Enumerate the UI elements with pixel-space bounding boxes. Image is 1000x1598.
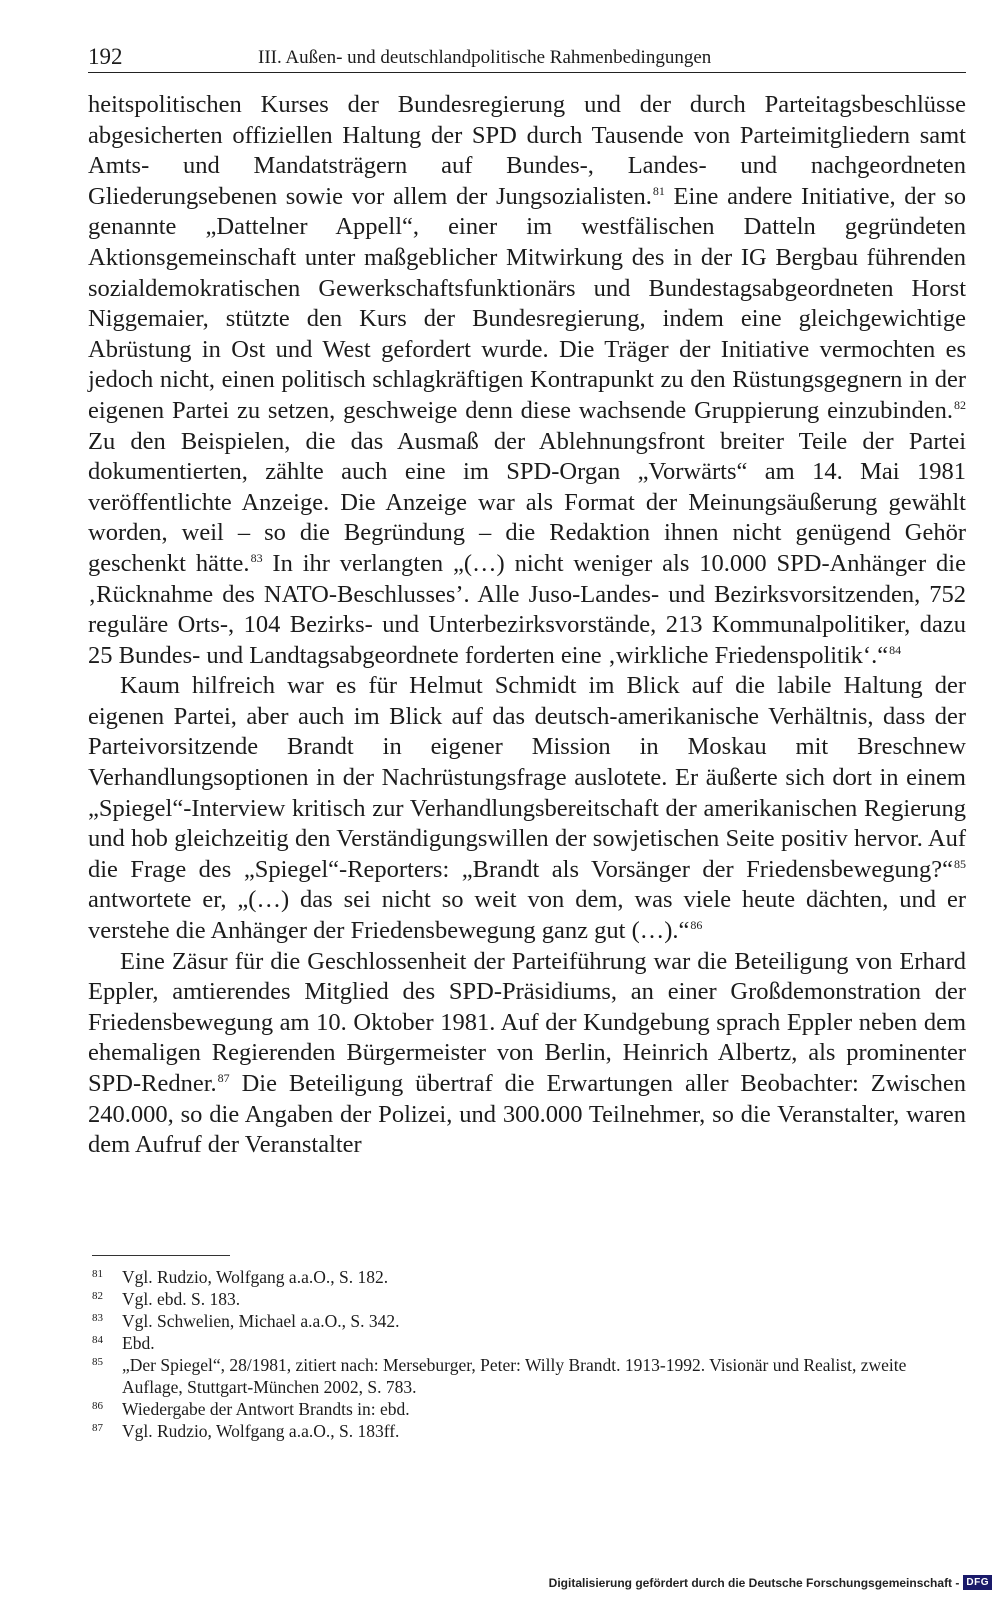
footnote-number: 85	[92, 1356, 103, 1368]
body-paragraph	[88, 671, 966, 946]
footnote-number: 83	[92, 1312, 103, 1324]
footnote-text: Vgl. ebd. S. 183.	[122, 1289, 241, 1309]
footnote-text: „Der Spiegel“, 28/1981, zitiert nach: Merseburger, Peter: Willy Brandt. 1913-1992. Visionär und Realist, zweite Auflage, Stuttgart-München 2002, S. 783.	[122, 1355, 907, 1397]
footnote-item	[92, 1288, 966, 1310]
footnote-reference[interactable]: 87	[217, 1071, 230, 1085]
footnote-number: 86	[92, 1400, 103, 1412]
text-segment: antwortete er, „(…) das sei nicht so weit von dem, was viele heute dächten, und er verstehe die Anhänger der Friedensbewegung ganz gut (…).“	[88, 886, 966, 945]
footnote-reference[interactable]: 81	[652, 183, 665, 198]
footnote-item	[92, 1332, 966, 1354]
text-segment: Zu den Beispielen, die das Ausmaß der Ablehnungsfront breiter Teile der Partei dokumentierten, zählte auch eine im SPD-Organ „Vorwärts“ am 14. Mai 1981 veröffentlichte Anzeige. Die Anzeige war als Format der Meinungsäußerung gewählt worden, weil – so die Begründung – die Redaktion ihnen nicht genügend Gehör geschenkt hätte.	[88, 427, 966, 577]
footnote-text: Vgl. Rudzio, Wolfgang a.a.O., S. 183ff.	[122, 1421, 400, 1441]
page-number: 192	[88, 44, 123, 69]
text-segment: Kaum hilfreich war es für Helmut Schmidt im Blick auf die labile Haltung der eigenen Partei, aber auch im Blick auf das deutsch-amerikanische Verhältnis, dass der Parteivorsitzende Brandt in eigener Mission in Moskau mit Breschnew Verhandlungsoptionen in der Nachrüstungsfrage auslotete. Er äußerte sich dort in einem „Spiegel“-Interview kritisch zur Verhandlungsbereitschaft der amerikanischen Regierung und hob gleichzeitig den Verständigungswillen der sowjetischen Seite positiv hervor. Auf die Frage des „Spiegel“-Reporters: „Brandt als Vorsänger der Friedensbewegung?“	[88, 672, 966, 883]
digitization-credit	[549, 1575, 992, 1590]
text-segment: Die Beteiligung übertraf die Erwartungen aller Beobachter: Zwischen 240.000, so die Angaben der Polizei, und 300.000 Teilnehmer, so die Veranstalter, waren dem Aufruf der Veranstalter	[88, 1070, 966, 1159]
footnote-number: 82	[92, 1290, 103, 1302]
text-segment: Eine Zäsur für die Geschlossenheit der Parteiführung war die Beteiligung von Erhard Eppler, amtierendes Mitglied des SPD-Präsidiums, an einer Großdemonstration der Friedensbewegung am 10. Oktober 1981. Auf der Kundgebung sprach Eppler neben dem ehemaligen Regierenden Bürgermeister von Berlin, Heinrich Albertz, als prominenter SPD-Redner.	[88, 947, 966, 1097]
footnote-item	[92, 1354, 966, 1398]
footnote-item	[92, 1420, 966, 1442]
footnote-text: Ebd.	[122, 1333, 155, 1353]
footnote-reference[interactable]: 82	[954, 397, 966, 412]
digitization-note: Digitalisierung gefördert durch die Deutsche Forschungsgemeinschaft -	[548, 1575, 960, 1590]
footnote-text: Wiedergabe der Antwort Brandts in: ebd.	[122, 1399, 410, 1419]
text-segment: Eine andere Initiative, der so genannte „Dattelner Appell“, einer im westfälischen Datteln gegründeten Aktionsgemeinschaft unter maßgeblicher Mitwirkung des in der IG Bergbau führenden sozialdemokratischen Gewerkschaftsfunktionärs und Bundestagsabgeordneten Horst Niggemaier, stützte den Kurs der Bundesregierung, indem eine gleichgewichtige Abrüstung in Ost und West gefordert wurde. Die Träger der Initiative vermochten es jedoch nicht, einen politisch schlagkräftigen Kontrapunkt zu den Rüstungsgegnern in der eigenen Partei zu setzen, geschweige denn diese wachsende Gruppierung einzubinden.	[88, 182, 966, 424]
dfg-logo: DFG	[963, 1575, 992, 1590]
footnote-number: 87	[92, 1422, 103, 1434]
body-text	[88, 90, 966, 1161]
footnote-reference[interactable]: 84	[889, 642, 902, 657]
footnote-number: 84	[92, 1334, 103, 1346]
footnote-item	[92, 1398, 966, 1420]
text-segment: heitspolitischen Kurses der Bundesregierung und der durch Parteitagsbeschlüsse abgesicherten offiziellen Haltung der SPD durch Tausende von Parteimitgliedern samt Amts- und Mandatsträgern auf Bundes-, Landes- und nachgeordneten Gliederungsebenen sowie vor allem der Jungsozialisten.	[88, 91, 966, 210]
footnote-text: Vgl. Schwelien, Michael a.a.O., S. 342.	[122, 1311, 400, 1331]
body-paragraph	[88, 90, 966, 671]
footnote-reference[interactable]: 83	[250, 550, 263, 565]
text-segment: In ihr verlangten „(…) nicht weniger als 10.000 SPD-Anhänger die ‚Rücknahme des NATO-Beschlusses’. Alle Juso-Landes- und Bezirksvorsitzenden, 752 reguläre Orts-, 104 Bezirks- und Unterbezirksvorstände, 213 Kommunalpolitiker, dazu 25 Bundes- und Landtagsabgeordnete forderten eine ‚wirkliche Friedenspolitik‘.“	[88, 549, 966, 669]
running-header	[88, 44, 966, 73]
footnote-text: Vgl. Rudzio, Wolfgang a.a.O., S. 182.	[122, 1267, 389, 1287]
running-title: III. Außen- und deutschlandpolitische Rahmenbedingungen	[258, 47, 712, 68]
body-paragraph	[88, 947, 966, 1161]
footnote-reference[interactable]: 86	[690, 918, 703, 933]
footnote-item	[92, 1266, 966, 1288]
footnote-item	[92, 1310, 966, 1332]
footnotes	[92, 1266, 966, 1442]
footnote-reference[interactable]: 85	[954, 856, 966, 871]
footnote-separator	[92, 1255, 230, 1256]
footnote-number: 81	[92, 1268, 103, 1280]
